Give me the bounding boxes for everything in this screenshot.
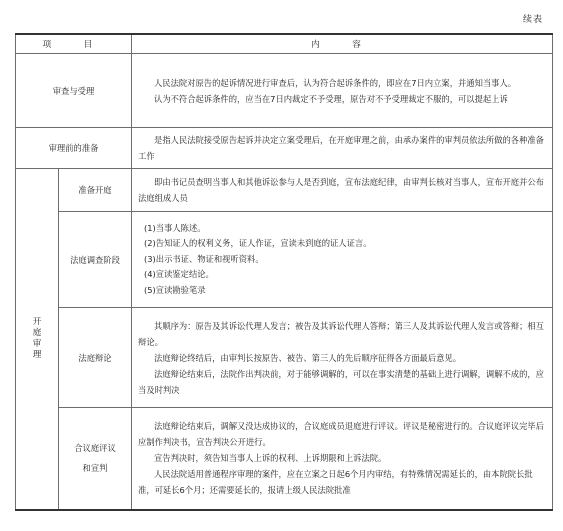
label-line: 和宣判 [82, 463, 108, 474]
table-row [16, 212, 553, 308]
row-label-deliberation [59, 408, 132, 510]
paragraph: 即由书记员查明当事人和其他诉讼参与人是否到庭，宣布法庭纪律，由审判长核对当事人，宣布开庭并公布法庭组成人员 [138, 177, 544, 203]
procedure-table [15, 33, 553, 511]
continued-label: 续表 [522, 15, 543, 25]
row-content-pretrial [132, 128, 553, 169]
table-row [16, 408, 553, 510]
vertical-char: 审 [32, 338, 42, 349]
list-item: (4)宣读鉴定结论。 [144, 269, 214, 280]
row-content-review [132, 54, 553, 128]
paragraph: 法庭辩论结束后，调解又没达成协议的，合议庭成员退庭进行评议。评议是秘密进行的。合议庭评议完毕后应制作判决书，宣告判决公开进行。 [138, 421, 544, 448]
list-item: (3)出示书证、物证和视听资料。 [144, 253, 264, 264]
list-item: (2)告知证人的权利义务，证人作证，宣读未到庭的证人证言。 [144, 238, 372, 249]
list-item: (1)当事人陈述。 [144, 222, 206, 233]
paragraph: 法庭辩论终结后，由审判长按原告、被告、第三人的先后顺序征得各方面最后意见。 [154, 352, 462, 363]
row-label-investigation: 法庭调查阶段 [59, 212, 132, 308]
vertical-char: 开 [32, 316, 42, 327]
paragraph: 人民法院对原告的起诉情况进行审查后，认为符合起诉条件的，即应在7日内立案，并通知当事人。 [154, 77, 517, 88]
row-label-trial [16, 169, 59, 510]
header-item: 项 目 [16, 34, 132, 54]
row-content-deliberation [132, 408, 553, 510]
vertical-char: 庭 [32, 327, 42, 338]
row-label-opening: 准备开庭 [59, 169, 132, 212]
header-content: 内 容 [132, 34, 553, 54]
vertical-char: 理 [32, 349, 42, 360]
table-row [16, 308, 553, 408]
table-header-row [16, 34, 553, 54]
paragraph: 其顺序为：原告及其诉讼代理人发言；被告及其诉讼代理人答辩；第三人及其诉讼代理人发言或答辩；相互辩论。 [138, 320, 544, 347]
row-content-opening [132, 169, 553, 212]
paragraph: 宣告判决时，须告知当事人上诉的权利、上诉期限和上诉法院。 [154, 453, 387, 464]
paragraph: 认为不符合起诉条件的，应当在7日内裁定不予受理，原告对不予受理裁定不服的，可以提起上诉 [154, 93, 508, 104]
table-row [16, 128, 553, 169]
label-line: 合议庭评议 [74, 443, 116, 454]
paragraph: 是指人民法院接受原告起诉并决定立案受理后，在开庭审理之前，由承办案件的审判员依法所做的各种准备工作 [138, 135, 544, 161]
row-content-debate [132, 308, 553, 408]
paragraph: 法庭辩论结束后，法院作出判决前，对于能够调解的，可以在事实清楚的基础上进行调解，调解不成的，应当及时判决 [138, 368, 544, 395]
list-item: (5)宣读勘验笔录 [144, 284, 206, 295]
row-label-review: 审查与受理 [16, 54, 132, 128]
table-row [16, 54, 553, 128]
row-label-pretrial: 审理前的准备 [16, 128, 132, 169]
table-row [16, 169, 553, 212]
row-label-debate: 法庭辩论 [59, 308, 132, 408]
row-content-investigation [132, 212, 553, 308]
paragraph: 人民法院适用普通程序审理的案件，应在立案之日起6个月内审结，有特殊情况需延长的，由本院院长批准，可延长6个月；还需要延长的，报请上级人民法院批准 [138, 469, 533, 496]
